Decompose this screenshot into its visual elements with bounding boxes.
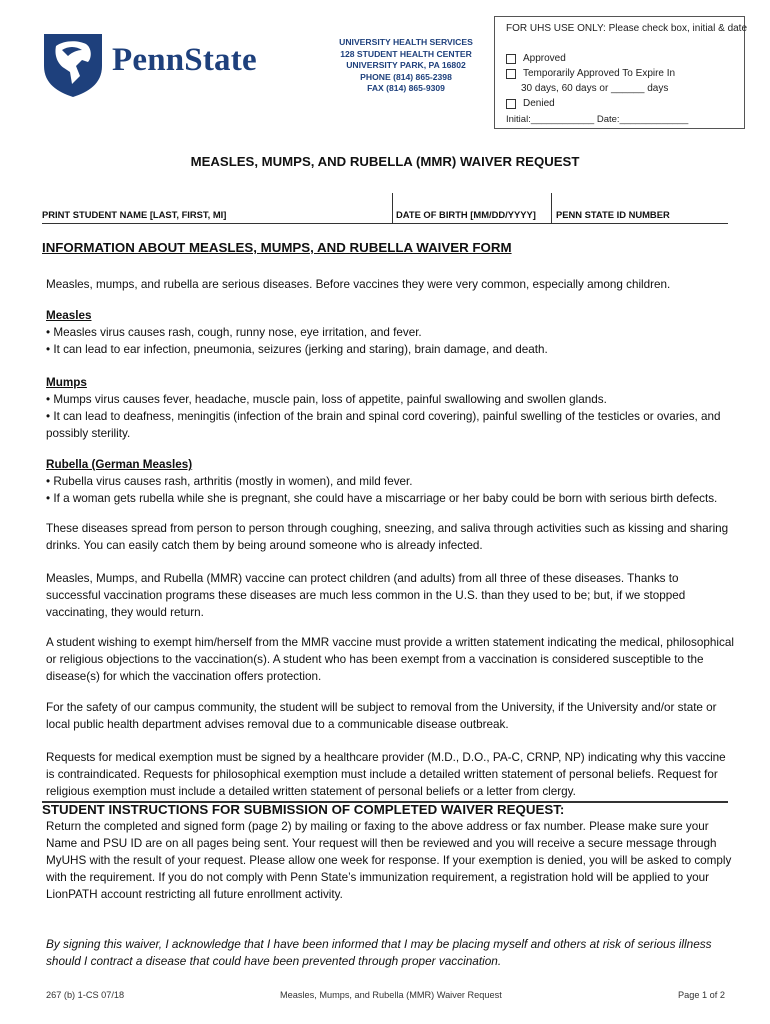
nittany-lion-shield-icon: [42, 32, 104, 98]
mumps-heading: Mumps: [46, 376, 87, 389]
instructions-body: Return the completed and signed form (page 2) by mailing or faxing to the above address or fax number. Please make sure your Name and PSU ID are on all pages being sent. Your request will then be reviewed and you will receive a secure message through MyUHS with the result of your request. Please allow one week for response. If your exemption is denied, you will be asked to comply with the requirement. If you do not comply with Penn State’s immunization requirement, a registration hold will be applied to your LionPATH account restricting all future enrollment activity.: [46, 820, 732, 901]
measles-bullet: • It can lead to ear infection, pneumonia, seizures (jerking and staring), brain damage, and death.: [46, 343, 548, 356]
denied-checkbox[interactable]: [506, 99, 516, 109]
logo-wordmark: PennState: [112, 42, 257, 78]
divider: [551, 193, 552, 223]
divider: [392, 193, 393, 223]
acknowledgement-text: By signing this waiver, I acknowledge that I have been informed that I may be placing myself and others at risk of serious illness should I contract a disease that could have been prevented through proper vaccination.: [46, 937, 712, 968]
intro-text: Measles, mumps, and rubella are serious diseases. Before vaccines they were very common, especially among children.: [46, 278, 671, 291]
uhs-line: UNIVERSITY HEALTH SERVICES: [339, 37, 473, 47]
page-number: Page 1 of 2: [678, 990, 725, 1000]
pennstate-logo: [42, 32, 282, 98]
safety-paragraph: For the safety of our campus community, the student will be subject to removal from the University, if the University and/or state or local public health department advises removal due to a communicable disease outbreak.: [46, 701, 717, 731]
exemption-paragraph: A student wishing to exempt him/herself from the MMR vaccine must provide a written statement indicating the medical, philosophical or religious objections to the vaccination(s). A student who has been exempt from a vaccination is considered susceptible to the disease(s) for which the vaccination offers protection.: [46, 636, 734, 683]
measles-heading: Measles: [46, 309, 92, 322]
approved-label: Approved: [523, 53, 566, 64]
uhs-line: 128 STUDENT HEALTH CENTER: [340, 48, 472, 59]
intro-paragraph: [46, 276, 736, 293]
uhs-address: [330, 37, 482, 95]
measles-section: [46, 307, 736, 358]
rubella-bullet: • Rubella virus causes rash, arthritis (mostly in women), and mild fever.: [46, 475, 413, 488]
info-heading: INFORMATION ABOUT MEASLES, MUMPS, AND RUBELLA WAIVER FORM: [42, 240, 512, 255]
student-info-row: [42, 193, 728, 224]
requests-paragraph: Requests for medical exemption must be signed by a healthcare provider (M.D., D.O., PA-C, CRNP, NP) indicating why this vaccine is contraindicated. Requests for philosophical exemption must include a detailed written statement of personal beliefs. Request for religious exemption must include a detailed written statement of personal beliefs or a letter from clergy.: [46, 751, 726, 798]
dob-field[interactable]: DATE OF BIRTH [MM/DD/YYYY]: [396, 209, 536, 220]
uhs-line: PHONE (814) 865-2398: [360, 71, 452, 82]
measles-bullet: • Measles virus causes rash, cough, runny nose, eye irritation, and fever.: [46, 326, 422, 339]
mumps-section: [46, 374, 736, 442]
uhs-box-title: FOR UHS USE ONLY: Please check box, initial & date: [506, 23, 748, 34]
spread-paragraph: These diseases spread from person to person through coughing, sneezing, and saliva through activities such as kissing and sharing drinks. You can easily catch them by being around someone who is already infected.: [46, 522, 729, 552]
uhs-line: FAX (814) 865-9309: [367, 83, 445, 94]
uhs-line: UNIVERSITY PARK, PA 16802: [346, 60, 466, 71]
initial-date-line[interactable]: Initial:____________ Date:_____________: [506, 114, 689, 125]
mumps-bullet: • It can lead to deafness, meningitis (infection of the brain and spinal cord covering), painful swelling of the testicles or ovaries, and possibly sterility.: [46, 410, 721, 440]
denied-label: Denied: [523, 98, 555, 109]
vaccine-paragraph: Measles, Mumps, and Rubella (MMR) vaccine can protect children (and adults) from all three of these diseases. Thanks to successful vaccination programs these diseases are much less common in the U.S. than they used to be; but, if we stopped vaccinating, they would return.: [46, 572, 686, 619]
mumps-bullet: • Mumps virus causes fever, headache, muscle pain, loss of appetite, painful swallowing and swollen glands.: [46, 393, 607, 406]
temp-approved-label: Temporarily Approved To Expire In: [523, 68, 676, 79]
form-code: 267 (b) 1-CS 07/18: [46, 990, 125, 1000]
rubella-bullet: • If a woman gets rubella while she is pregnant, she could have a miscarriage or her baby could be born with serious birth defects.: [46, 492, 718, 505]
approved-option[interactable]: [506, 53, 566, 64]
rubella-heading: Rubella (German Measles): [46, 458, 193, 471]
denied-option[interactable]: [506, 98, 555, 109]
form-title: MEASLES, MUMPS, AND RUBELLA (MMR) WAIVER REQUEST: [190, 154, 580, 169]
temp-approved-option[interactable]: [506, 68, 675, 79]
student-name-field[interactable]: PRINT STUDENT NAME [LAST, FIRST, MI]: [42, 209, 227, 220]
psu-id-field[interactable]: PENN STATE ID NUMBER: [556, 209, 670, 220]
instructions-heading: STUDENT INSTRUCTIONS FOR SUBMISSION OF COMPLETED WAIVER REQUEST:: [42, 802, 565, 817]
approved-checkbox[interactable]: [506, 54, 516, 64]
temp-approved-days: 30 days, 60 days or ______ days: [521, 83, 669, 94]
temp-approved-checkbox[interactable]: [506, 69, 516, 79]
rubella-section: [46, 456, 736, 507]
footer-title: Measles, Mumps, and Rubella (MMR) Waiver Request: [280, 990, 502, 1000]
uhs-use-only-box: [494, 16, 748, 129]
